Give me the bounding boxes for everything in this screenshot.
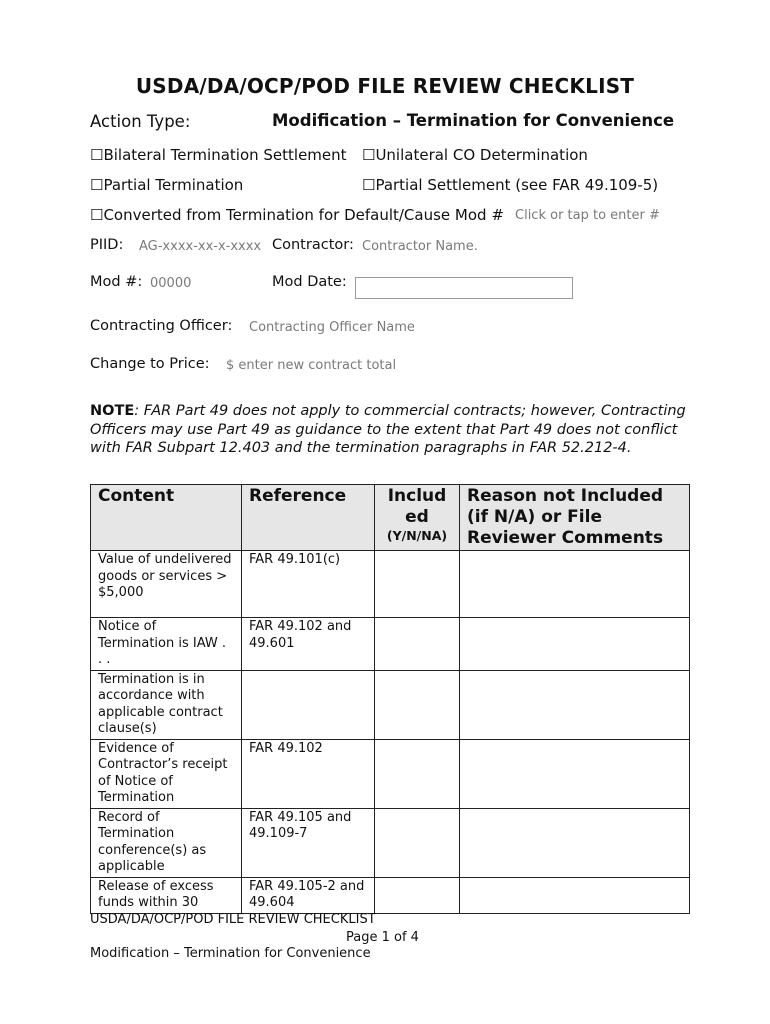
row-reference: FAR 49.105-2 and 49.604 — [242, 877, 375, 913]
note-label: NOTE — [90, 403, 135, 419]
mod-date-label: Mod Date: — [272, 274, 347, 290]
contracting-officer-input[interactable]: Contracting Officer Name — [249, 320, 415, 335]
header-content: Content — [91, 485, 242, 551]
row-reference: FAR 49.102 — [242, 739, 375, 808]
header-reason: Reason not Included (if N/A) or File Reviewer Comments — [460, 485, 690, 551]
row-reason-cell[interactable] — [460, 551, 690, 618]
table-row — [91, 618, 690, 671]
converted-mod-input[interactable]: Click or tap to enter # — [515, 208, 660, 223]
row-included-cell[interactable] — [375, 618, 460, 671]
partial-settlement-checkbox[interactable]: ☐Partial Settlement (see FAR 49.109-5) — [362, 176, 659, 194]
row-reference: FAR 49.102 and 49.601 — [242, 618, 375, 671]
bilateral-checkbox[interactable]: ☐Bilateral Termination Settlement — [90, 146, 347, 164]
mod-number-label: Mod #: — [90, 274, 143, 290]
row-content: Record of Termination conference(s) as applicable — [91, 808, 242, 877]
row-content: Notice of Termination is IAW . . . — [91, 618, 242, 671]
row-reason-cell[interactable] — [460, 618, 690, 671]
piid-label: PIID: — [90, 237, 124, 253]
footer-subtitle: Modification – Termination for Convenience — [90, 946, 371, 961]
change-to-price-label: Change to Price: — [90, 356, 210, 372]
table-header-row — [91, 485, 690, 551]
piid-input[interactable]: AG-xxxx-xx-x-xxxx — [139, 239, 262, 254]
table-row — [91, 670, 690, 739]
header-included — [375, 485, 460, 551]
row-content: Release of excess funds within 30 — [91, 877, 242, 913]
page-title: USDA/DA/OCP/POD FILE REVIEW CHECKLIST — [135, 74, 635, 98]
row-included-cell[interactable] — [375, 877, 460, 913]
mod-number-input[interactable]: 00000 — [150, 276, 192, 291]
table-row — [91, 739, 690, 808]
note-paragraph — [90, 402, 690, 458]
row-included-cell[interactable] — [375, 670, 460, 739]
table-row — [91, 551, 690, 618]
header-included-title: Includ ed — [387, 486, 447, 527]
footer-page-number: Page 1 of 4 — [346, 930, 419, 945]
partial-termination-checkbox[interactable]: ☐Partial Termination — [90, 176, 244, 194]
contractor-input[interactable]: Contractor Name. — [362, 239, 478, 254]
header-reference: Reference — [242, 485, 375, 551]
contractor-label: Contractor: — [272, 237, 354, 253]
row-reason-cell[interactable] — [460, 739, 690, 808]
row-reason-cell[interactable] — [460, 877, 690, 913]
row-included-cell[interactable] — [375, 551, 460, 618]
row-content: Evidence of Contractor’s receipt of Notice of Termination — [91, 739, 242, 808]
row-reference: FAR 49.105 and 49.109-7 — [242, 808, 375, 877]
note-text: : FAR Part 49 does not apply to commercial contracts; however, Contracting Officers may use Part 49 as guidance to the extent that Part 49 does not conflict with FAR Subpart 12.403 and the termination paragraphs in FAR 52.212-4. — [90, 403, 686, 456]
row-reference — [242, 670, 375, 739]
action-type-value: Modification – Termination for Convenience — [272, 111, 675, 130]
row-included-cell[interactable] — [375, 808, 460, 877]
contracting-officer-label: Contracting Officer: — [90, 318, 233, 334]
mod-date-input[interactable] — [355, 277, 573, 299]
unilateral-checkbox[interactable]: ☐Unilateral CO Determination — [362, 146, 588, 164]
footer-title: USDA/DA/OCP/POD FILE REVIEW CHECKLIST — [90, 912, 376, 927]
row-reason-cell[interactable] — [460, 808, 690, 877]
table-row — [91, 877, 690, 913]
row-content: Termination is in accordance with applicable contract clause(s) — [91, 670, 242, 739]
row-content: Value of undelivered goods or services > $5,000 — [91, 551, 242, 618]
action-type-label: Action Type: — [90, 112, 191, 131]
change-to-price-input[interactable]: $ enter new contract total — [226, 358, 397, 373]
row-reason-cell[interactable] — [460, 670, 690, 739]
header-included-sub: (Y/N/NA) — [386, 528, 448, 543]
checklist-table — [90, 484, 690, 914]
row-included-cell[interactable] — [375, 739, 460, 808]
row-reference: FAR 49.101(c) — [242, 551, 375, 618]
converted-checkbox[interactable]: ☐Converted from Termination for Default/Cause Mod # — [90, 206, 504, 224]
table-row — [91, 808, 690, 877]
